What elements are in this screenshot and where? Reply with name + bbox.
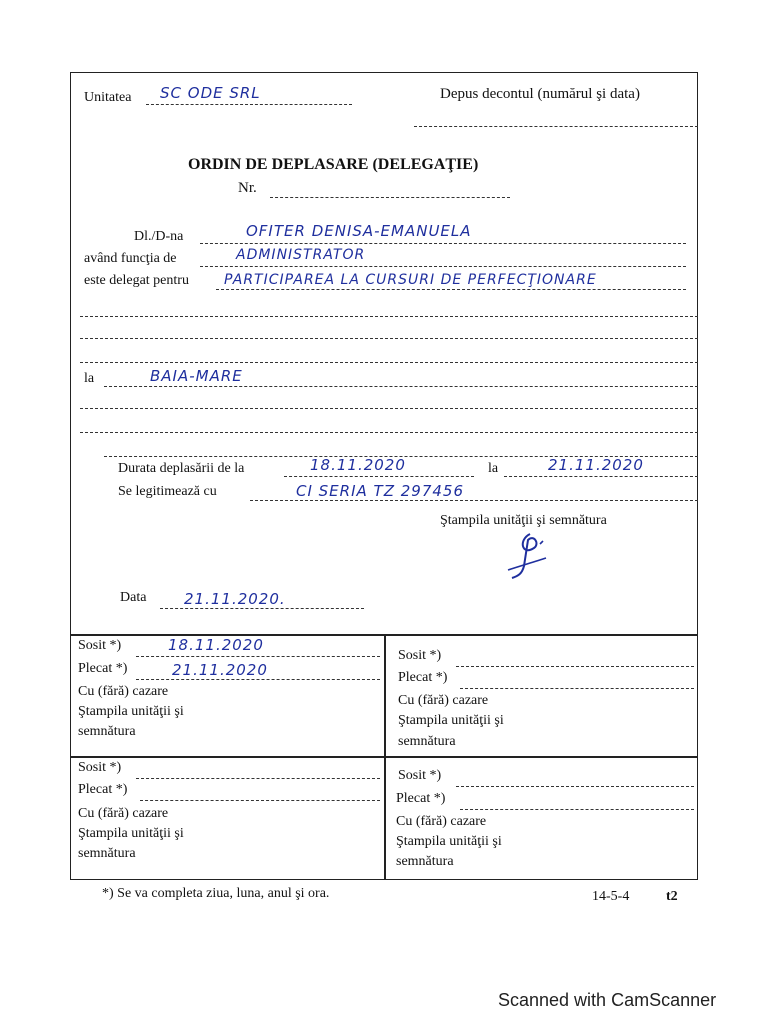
cazare-label: Cu (fără) cazare [78, 806, 169, 821]
plecat-line [460, 688, 694, 689]
stamp-line-1: Ştampila unităţii şi [78, 826, 184, 841]
sosit-label: Sosit *) [78, 760, 122, 775]
date-label: Data [120, 590, 147, 605]
stamp-line-1: Ştampila unităţii şi [398, 713, 504, 728]
stamp-line-1: Ştampila unităţii şi [396, 834, 502, 849]
plecat-line [460, 809, 694, 810]
id-line [250, 500, 698, 501]
plecat-line [136, 679, 380, 680]
duration-to-label: la [488, 461, 499, 476]
grid-divider [70, 756, 698, 758]
sosit-label: Sosit *) [398, 768, 442, 783]
purpose-line [216, 289, 686, 290]
decont-line [414, 126, 698, 127]
stamp-line-1: Ştampila unităţii şi [78, 704, 184, 719]
form-title: ORDIN DE DEPLASARE (DELEGAŢIE) [188, 156, 479, 173]
form-code: 14-5-4 [592, 889, 630, 904]
blank-line [80, 338, 698, 339]
sosit-line [456, 786, 694, 787]
sosit-line [136, 656, 380, 657]
decont-label: Depus decontul (numărul şi data) [440, 86, 640, 102]
sosit-line [136, 778, 380, 779]
stamp-line-2: semnătura [78, 724, 136, 739]
function-line [200, 266, 686, 267]
duration-from-value: 18.11.2020 [310, 456, 406, 474]
blank-line [80, 316, 698, 317]
plecat-value: 21.11.2020 [172, 661, 268, 679]
nr-label: Nr. [238, 180, 257, 196]
duration-label: Durata deplasării de la [118, 461, 245, 476]
duration-from-line [284, 476, 474, 477]
unitatea-line [146, 104, 352, 105]
blank-line [80, 408, 698, 409]
stamp-line-2: semnătura [78, 846, 136, 861]
function-label: având funcţia de [84, 251, 177, 266]
date-value: 21.11.2020. [184, 590, 286, 608]
id-label: Se legitimează cu [118, 484, 217, 499]
signature-mark [500, 526, 560, 582]
blank-line [80, 362, 698, 363]
stamp-line-2: semnătura [396, 854, 454, 869]
plecat-label: Plecat *) [78, 661, 128, 676]
plecat-line [140, 800, 380, 801]
location-value: BAIA-MARE [150, 367, 243, 385]
id-value: CI SERIA TZ 297456 [296, 482, 465, 500]
cazare-label: Cu (fără) cazare [78, 684, 169, 699]
purpose-value: PARTICIPAREA LA CURSURI DE PERFECŢIONARE [224, 272, 597, 288]
sosit-label: Sosit *) [78, 638, 122, 653]
sosit-value: 18.11.2020 [168, 636, 264, 654]
duration-to-line [504, 476, 698, 477]
plecat-label: Plecat *) [78, 782, 128, 797]
unitatea-label: Unitatea [84, 90, 132, 105]
name-line [200, 243, 686, 244]
sosit-line [456, 666, 694, 667]
cazare-label: Cu (fără) cazare [396, 814, 487, 829]
blank-line [80, 432, 698, 433]
plecat-label: Plecat *) [396, 791, 446, 806]
stamp-label: Ştampila unităţii şi semnătura [440, 513, 607, 528]
stamp-line-2: semnătura [398, 734, 456, 749]
form-code-suffix: t2 [666, 889, 678, 904]
footnote: *) Se va completa ziua, luna, anul şi ora. [102, 886, 330, 901]
unitatea-value: SC ODE SRL [160, 84, 261, 102]
location-line [104, 386, 698, 387]
scanner-watermark: Scanned with CamScanner [498, 990, 717, 1010]
name-value: OFITER DENISA-EMANUELA [246, 222, 472, 240]
sosit-label: Sosit *) [398, 648, 442, 663]
cazare-label: Cu (fără) cazare [398, 693, 489, 708]
plecat-label: Plecat *) [398, 670, 448, 685]
nr-line [270, 197, 510, 198]
purpose-label: este delegat pentru [84, 273, 189, 288]
function-value: ADMINISTRATOR [236, 247, 366, 263]
location-label: la [84, 371, 95, 386]
name-label: Dl./D-na [134, 229, 184, 244]
duration-to-value: 21.11.2020 [548, 456, 644, 474]
date-line [160, 608, 364, 609]
